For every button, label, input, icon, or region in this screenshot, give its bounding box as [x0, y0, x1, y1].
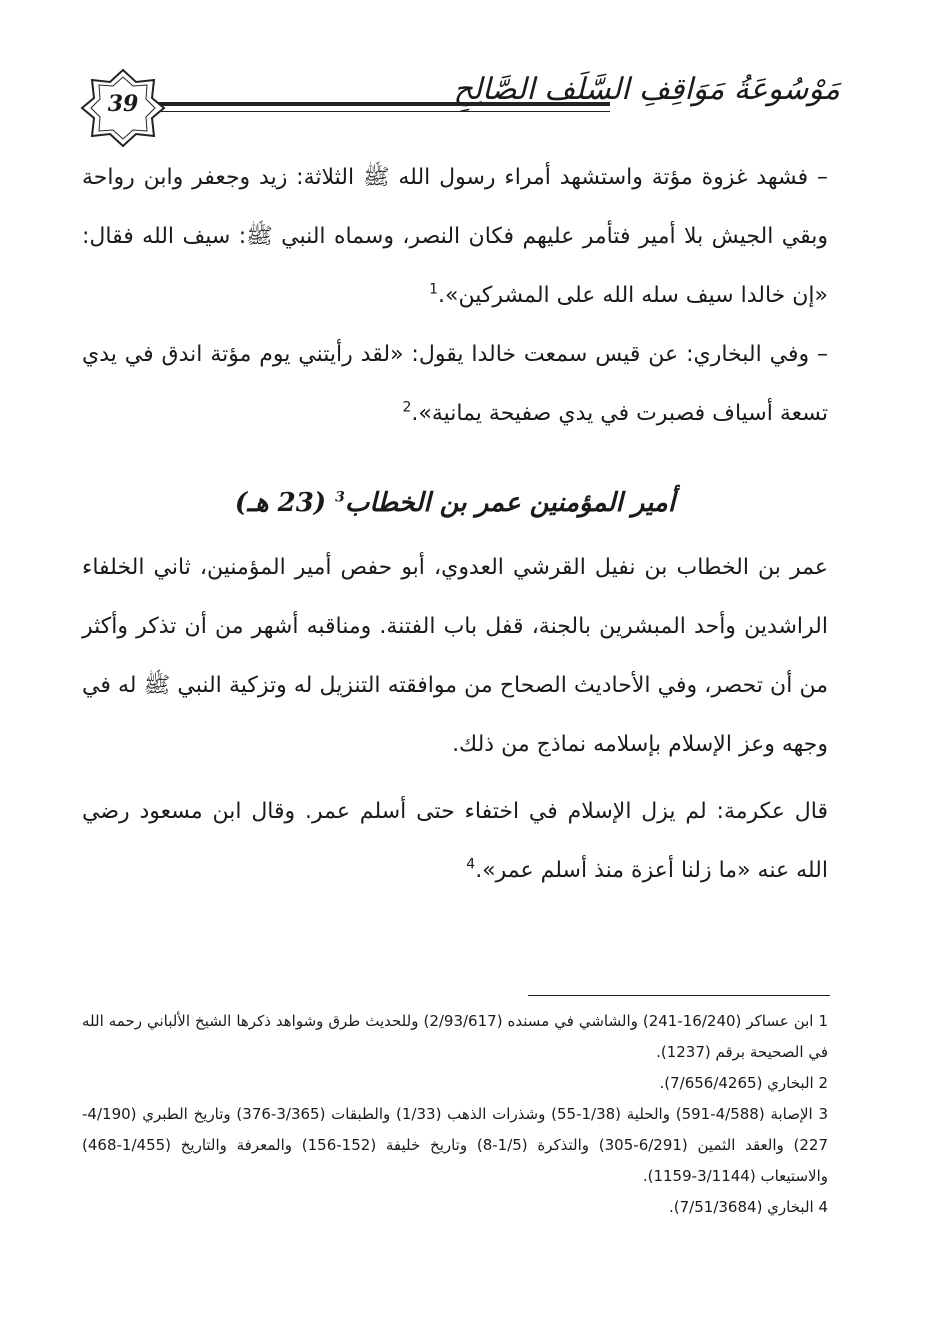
section-umar-text: [82, 538, 828, 900]
paragraph: [82, 782, 828, 900]
footnote-ref: 4: [466, 856, 476, 873]
footnote: 1 ابن عساكر (16/240-241) والشاشي في مسنده (2/93/617) وللحديث طرق وشواهد ذكرها الشيخ الألباني رحمه الله في الصحيحة برقم (1237).: [82, 1012, 828, 1061]
footnote: 2 البخاري (7/656/4265).: [659, 1074, 828, 1092]
paragraph: [82, 325, 828, 443]
section-heading: [82, 478, 828, 528]
heading-name: أمير المؤمنين عمر بن الخطاب: [344, 488, 676, 518]
page-header: [80, 68, 840, 148]
footnotes: [82, 1006, 828, 1223]
paragraph: [82, 148, 828, 325]
paragraph-text: عمر بن الخطاب بن نفيل القرشي العدوي، أبو حفص أمير المؤمنين، ثاني الخلفاء الراشدين وأحد المبشرين بالجنة، قفل باب الفتنة. ومناقبه أشهر من أن تذكر وأكثر من أن تحصر، وفي الأحاديث الصحاح من موافقته التنزيل له وتزكية النبي ﷺ له في وجهه وعز الإسلام بإسلامه نماذج من ذلك.: [82, 555, 828, 757]
heading-year: (23 هـ): [234, 488, 327, 518]
paragraph-text: قال عكرمة: لم يزل الإسلام في اختفاء حتى أسلم عمر. وقال ابن مسعود رضي الله عنه «ما زلنا أعزة منذ أسلم عمر».: [82, 799, 828, 883]
page-number: 39: [107, 91, 139, 117]
paragraph-text: – وفي البخاري: عن قيس سمعت خالدا يقول: «لقد رأيتني يوم مؤتة اندق في يدي تسعة أسياف فصبرت في يدي صفيحة يمانية».: [82, 342, 828, 426]
footnote-ref: 3: [335, 489, 345, 506]
paragraph: [82, 538, 828, 774]
header-rule-thin: [150, 111, 610, 112]
footnote: 3 الإصابة (4/588-591) والحلية (1/38-55) وشذرات الذهب (1/33) والطبقات (3/365-376) وتاريخ الطبري (4/190-227) والعقد الثمين (6/291-305) والتذكرة (1/5-8) وتاريخ خليفة (152-156) والمعرفة والتاريخ (1/455-468) والاستيعاب (3/1144-1159).: [82, 1105, 829, 1185]
paragraph-text: – فشهد غزوة مؤتة واستشهد أمراء رسول الله ﷺ الثلاثة: زيد وجعفر وابن رواحة وبقي الجيش بلا أمير فتأمر عليهم فكان النصر، وسماه النبي ﷺ: سيف الله فقال: «إن خالدا سيف سله الله على المشركين».: [82, 165, 828, 308]
footnote-ref: 2: [402, 399, 412, 416]
section-khalid-text: [82, 148, 828, 443]
header-rule-thick: [150, 102, 610, 106]
footnote-ref: 1: [429, 281, 439, 298]
book-title: مَوْسُوعَةُ مَوَاقِفِ السَّلَفِ الصَّالِحِ: [453, 72, 840, 107]
footnote: 4 البخاري (7/51/3684).: [669, 1198, 828, 1216]
footnote-separator: [528, 995, 830, 996]
page-number-badge: [80, 68, 166, 148]
